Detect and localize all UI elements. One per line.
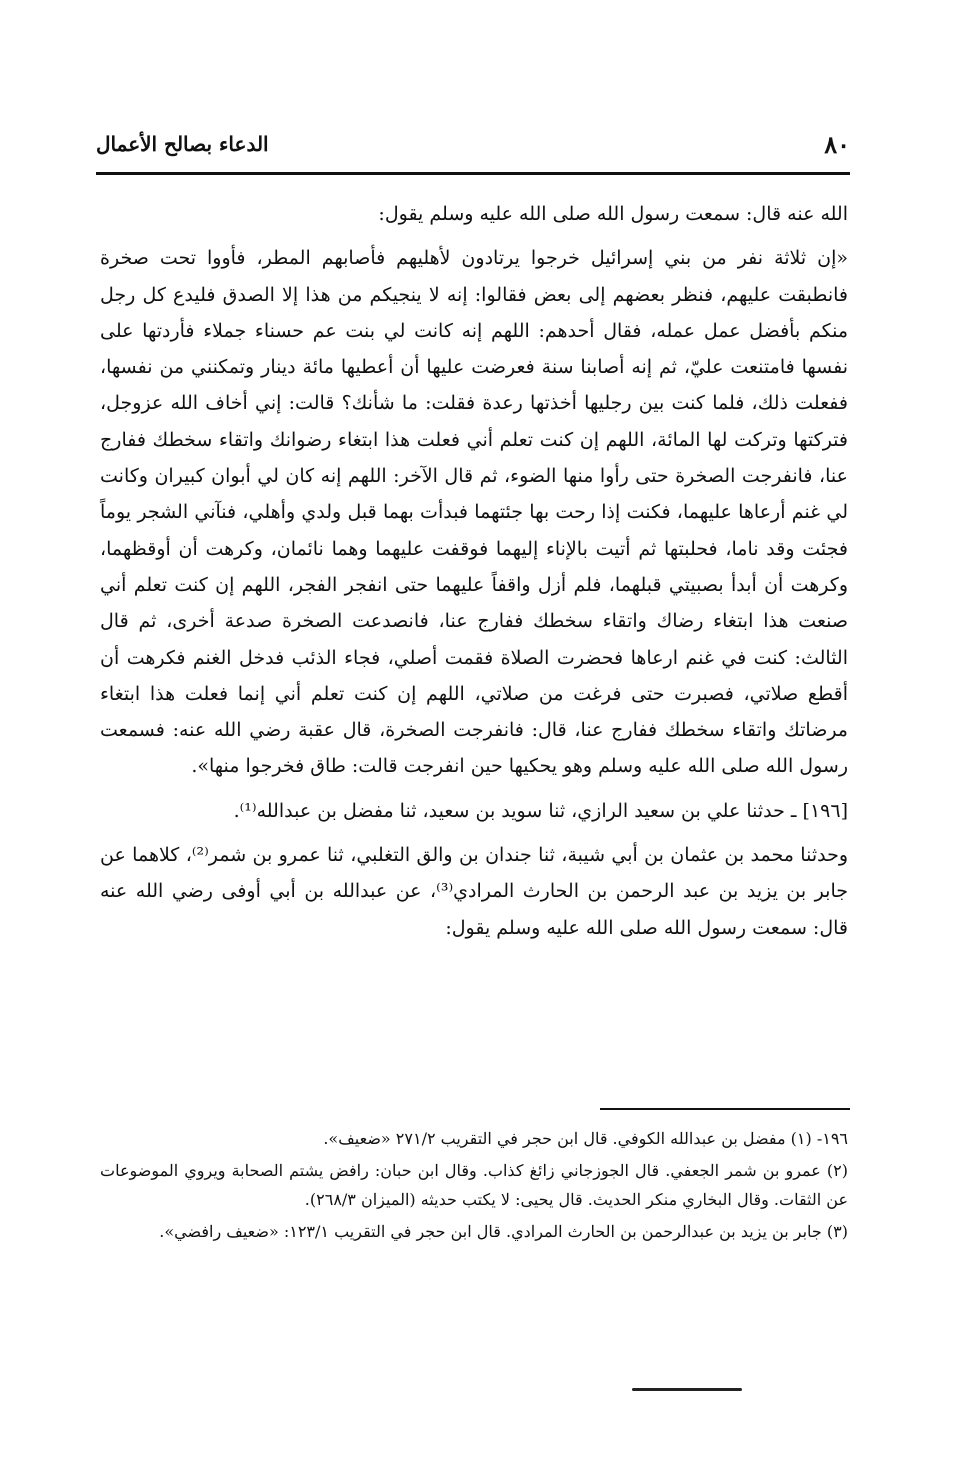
hadith-paragraph: «إن ثلاثة نفر من بني إسرائيل خرجوا يرتادون لأهليهم فأصابهم المطر، فأووا تحت صخرة فانطبقت عليهم، فنظر بعضهم إلى بعض فقالوا: إنه لا ينجيكم من هذا إلا الصدق فليدع كل رجل منكم بأفضل عمل عمله، فقال أحدهم: اللهم إنه كانت لي بنت عم حسناء جملاء فأردتها على نفسها فامتنعت عليّ، ثم إنه أصابنا سنة فعرضت عليها أن أعطيها مائة دينار وتمكنني من نفسها، ففعلت ذلك، فلما كنت بين رجليها أخذتها رعدة فقلت: ما شأنك؟ قالت: إني أخاف الله عزوجل، فتركتها وتركت لها المائة، اللهم إن كنت تعلم أني فعلت هذا ابتغاء رضوانك واتقاء سخطك ففارج عنا، فانفرجت الصخرة حتى رأوا منها الضوء، ثم قال الآخر: اللهم إنه كان لي أبوان كبيران وكانت لي غنم أرعاها عليهما، فكنت إذا رحت بها جئتهما فبدأت بهما قبل ولدي وأهلي، فنآني الشجر يوماً فجئت وقد ناما، فحلبتها ثم أتيت بالإناء إليهما فوقفت عليهما وهما نائمان، وكرهت أن أوقظهما، وكرهت أن أبدأ بصبيتي قبلهما، فلم أزل واقفاً عليهما حتى انفجر الفجر، اللهم إن كنت تعلم أني صنعت هذا ابتغاء رضاك واتقاء سخطك ففارج عنا، فانصدعت الصخرة صدعة أخرى، ثم قال الثالث: كنت في غنم ارعاها فحضرت الصلاة فقمت أصلي، فجاء الذئب فدخل الغنم فكرهت أن أقطع صلاتي، فصبرت حتى فرغت من صلاتي، اللهم إن كنت تعلم أني إنما فعلت هذا ابتغاء مرضاتك واتقاء سخطك ففارج عنا، قال: فانفرجت الصخرة، قال عقبة رضي الله عنه: فسمعت رسول الله صلى الله عليه وسلم وهو يحكيها حين انفرجت قالت: طاق فخرجوا منها». — [100, 247, 848, 778]
main-text — [100, 196, 848, 946]
footnote-2: (٢) عمرو بن شمر الجعفي. قال الجوزجاني زائغ كذاب. وقال ابن حبان: رافض يشتم الصحابة ويروي الموضوعات عن الثقات. وقال البخاري منكر الحديث. قال يحيى: لا يكتب حديثه (الميزان ٢٦٨/٣). — [100, 1161, 848, 1209]
bottom-ornament — [632, 1388, 742, 1391]
footnote-divider — [600, 1108, 850, 1110]
chain-paragraph: وحدثنا محمد بن عثمان بن أبي شيبة، ثنا جندان بن والق التغلبي، ثنا عمرو بن شمر⁽²⁾، كلاهما عن جابر بن يزيد بن عبد الرحمن بن الحارث المرادي⁽³⁾، عن عبدالله بن أبي أوفى رضي الله عنه قال: سمعت رسول الله صلى الله عليه وسلم يقول: — [100, 844, 849, 939]
header-divider — [96, 172, 850, 175]
footnotes — [100, 1124, 848, 1249]
footnote-3: (٣) جابر بن يزيد بن عبدالرحمن بن الحارث المرادي. قال ابن حجر في التقريب ١٢٣/١: «ضعيف رافضي». — [159, 1222, 848, 1241]
footnote-1: ١٩٦- (١) مفضل بن عبدالله الكوفي. قال ابن حجر في التقريب ٢٧١/٢ «ضعيف». — [323, 1129, 848, 1148]
intro-line: الله عنه قال: سمعت رسول الله صلى الله عليه وسلم يقول: — [378, 203, 848, 225]
hadith-196-paragraph: [١٩٦] ـ حدثنا علي بن سعيد الرازي، ثنا سويد بن سعيد، ثنا مفضل بن عبدالله⁽¹⁾. — [233, 799, 848, 822]
page-header — [96, 126, 850, 170]
page-number: ٨٠ — [824, 130, 850, 159]
running-title: الدعاء بصالح الأعمال — [96, 132, 269, 156]
